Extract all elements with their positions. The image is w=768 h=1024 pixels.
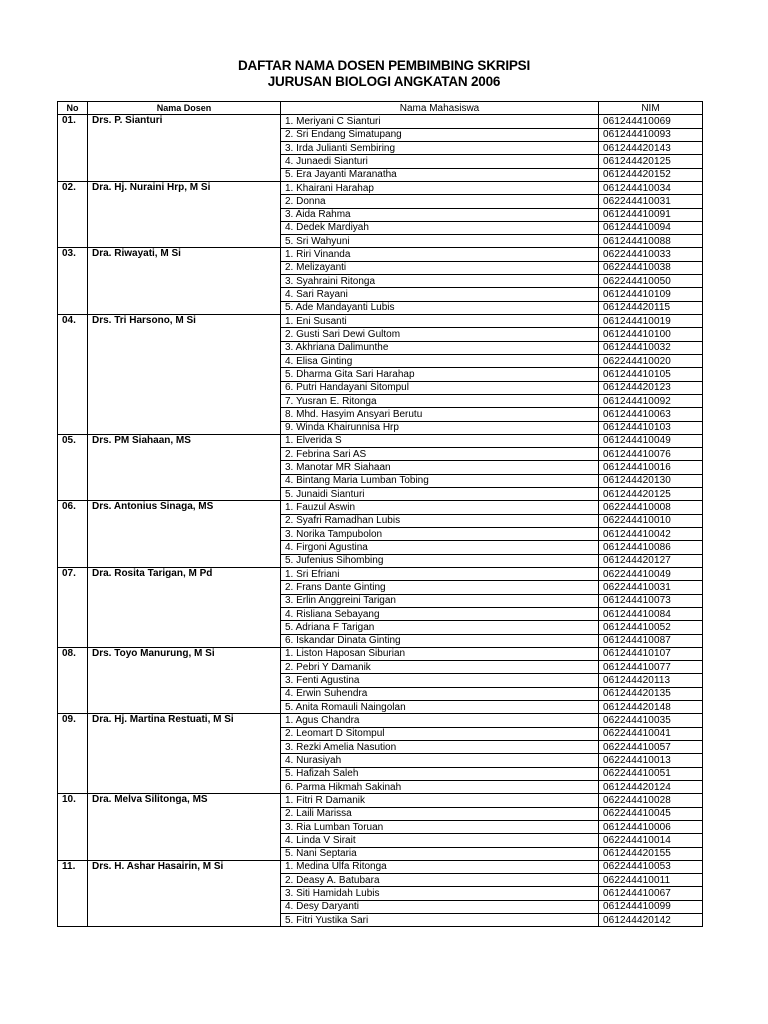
student-nim: 061244420127 [599, 554, 703, 567]
student-name: 5. Dharma Gita Sari Harahap [281, 368, 599, 381]
student-nim: 061244420125 [599, 488, 703, 501]
header-no: No [58, 102, 88, 115]
student-name: 2. Pebri Y Damanik [281, 661, 599, 674]
student-nim: 061244410049 [599, 434, 703, 447]
student-nim: 062244410028 [599, 794, 703, 807]
student-name: 4. Erwin Suhendra [281, 687, 599, 700]
supervisor-name: Drs. PM Siahaan, MS [88, 434, 281, 501]
student-nim: 061244420123 [599, 381, 703, 394]
student-nim: 061244420155 [599, 847, 703, 860]
table-row [58, 315, 703, 328]
student-nim: 062244410013 [599, 754, 703, 767]
supervisor-name: Drs. Toyo Manurung, M Si [88, 647, 281, 714]
student-nim: 061244410094 [599, 221, 703, 234]
student-name: 1. Elverida S [281, 434, 599, 447]
group-number: 07. [58, 567, 88, 647]
student-nim: 062244410053 [599, 860, 703, 873]
supervisor-name: Dra. Hj. Martina Restuati, M Si [88, 714, 281, 794]
supervisor-table [57, 101, 703, 927]
student-name: 1. Fauzul Aswin [281, 501, 599, 514]
student-name: 2. Laili Marissa [281, 807, 599, 820]
student-nim: 061244410093 [599, 128, 703, 141]
student-nim: 061244410067 [599, 887, 703, 900]
student-nim: 061244420113 [599, 674, 703, 687]
student-name: 5. Adriana F Tarigan [281, 621, 599, 634]
student-name: 5. Era Jayanti Maranatha [281, 168, 599, 181]
student-nim: 061244410076 [599, 448, 703, 461]
student-name: 1. Medina Ulfa Ritonga [281, 860, 599, 873]
student-name: 4. Dedek Mardiyah [281, 221, 599, 234]
student-nim: 061244410105 [599, 368, 703, 381]
student-nim: 061244410034 [599, 181, 703, 194]
student-nim: 062244410038 [599, 261, 703, 274]
table-row [58, 434, 703, 447]
table-row [58, 714, 703, 727]
student-name: 1. Khairani Harahap [281, 181, 599, 194]
student-name: 1. Sri Efriani [281, 567, 599, 580]
student-name: 3. Akhriana Dalimunthe [281, 341, 599, 354]
student-name: 3. Ria Lumban Toruan [281, 820, 599, 833]
supervisor-name: Drs. Tri Harsono, M Si [88, 315, 281, 435]
student-nim: 062244410049 [599, 567, 703, 580]
supervisor-name: Drs. H. Ashar Hasairin, M Si [88, 860, 281, 927]
student-name: 2. Frans Dante Ginting [281, 581, 599, 594]
student-nim: 061244420142 [599, 914, 703, 927]
student-nim: 061244410109 [599, 288, 703, 301]
student-name: 2. Deasy A. Batubara [281, 874, 599, 887]
student-nim: 061244410042 [599, 528, 703, 541]
group-number: 08. [58, 647, 88, 714]
student-nim: 062244410041 [599, 727, 703, 740]
student-name: 3. Fenti Agustina [281, 674, 599, 687]
student-nim: 061244420115 [599, 301, 703, 314]
student-name: 2. Sri Endang Simatupang [281, 128, 599, 141]
student-name: 4. Desy Daryanti [281, 900, 599, 913]
student-nim: 061244410077 [599, 661, 703, 674]
student-nim: 062244410050 [599, 275, 703, 288]
student-name: 1. Fitri R Damanik [281, 794, 599, 807]
student-nim: 061244410032 [599, 341, 703, 354]
student-name: 2. Leomart D Sitompul [281, 727, 599, 740]
student-nim: 062244410008 [599, 501, 703, 514]
table-row [58, 567, 703, 580]
supervisor-name: Drs. Antonius Sinaga, MS [88, 501, 281, 568]
student-name: 2. Gusti Sari Dewi Gultom [281, 328, 599, 341]
student-nim: 061244410088 [599, 235, 703, 248]
student-nim: 061244420135 [599, 687, 703, 700]
student-name: 1. Meriyani C Sianturi [281, 115, 599, 128]
student-name: 3. Irda Julianti Sembiring [281, 141, 599, 154]
group-number: 10. [58, 794, 88, 861]
student-name: 1. Riri Vinanda [281, 248, 599, 261]
student-nim: 062244410033 [599, 248, 703, 261]
table-header-row [58, 102, 703, 115]
table-row [58, 860, 703, 873]
group-number: 01. [58, 115, 88, 182]
student-nim: 061244410052 [599, 621, 703, 634]
student-nim: 061244410100 [599, 328, 703, 341]
student-nim: 062244410051 [599, 767, 703, 780]
student-name: 3. Rezki Amelia Nasution [281, 741, 599, 754]
student-nim: 061244410107 [599, 647, 703, 660]
student-nim: 061244420130 [599, 474, 703, 487]
student-nim: 061244420148 [599, 701, 703, 714]
student-nim: 062244410057 [599, 741, 703, 754]
student-name: 4. Sari Rayani [281, 288, 599, 301]
table-row [58, 115, 703, 128]
student-name: 4. Firgoni Agustina [281, 541, 599, 554]
student-nim: 061244410087 [599, 634, 703, 647]
student-name: 2. Donna [281, 195, 599, 208]
supervisor-name: Dra. Rosita Tarigan, M Pd [88, 567, 281, 647]
student-nim: 061244420143 [599, 141, 703, 154]
student-nim: 061244410086 [599, 541, 703, 554]
student-nim: 062244410020 [599, 354, 703, 367]
student-nim: 062244410045 [599, 807, 703, 820]
student-name: 4. Elisa Ginting [281, 354, 599, 367]
student-name: 3. Manotar MR Siahaan [281, 461, 599, 474]
student-nim: 062244410035 [599, 714, 703, 727]
student-nim: 062244410031 [599, 581, 703, 594]
group-number: 03. [58, 248, 88, 315]
supervisor-name: Dra. Hj. Nuraini Hrp, M Si [88, 181, 281, 248]
student-name: 8. Mhd. Hasyim Ansyari Berutu [281, 408, 599, 421]
student-name: 5. Junaidi Sianturi [281, 488, 599, 501]
student-name: 5. Ade Mandayanti Lubis [281, 301, 599, 314]
group-number: 06. [58, 501, 88, 568]
student-name: 2. Melizayanti [281, 261, 599, 274]
student-nim: 061244420125 [599, 155, 703, 168]
group-number: 11. [58, 860, 88, 927]
student-name: 3. Aida Rahma [281, 208, 599, 221]
student-nim: 061244420124 [599, 780, 703, 793]
student-name: 5. Sri Wahyuni [281, 235, 599, 248]
group-number: 09. [58, 714, 88, 794]
student-name: 4. Junaedi Sianturi [281, 155, 599, 168]
student-name: 6. Iskandar Dinata Ginting [281, 634, 599, 647]
student-name: 2. Febrina Sari AS [281, 448, 599, 461]
student-name: 4. Risliana Sebayang [281, 607, 599, 620]
student-name: 1. Eni Susanti [281, 315, 599, 328]
document-subtitle: JURUSAN BIOLOGI ANGKATAN 2006 [267, 74, 501, 89]
student-name: 3. Siti Hamidah Lubis [281, 887, 599, 900]
student-nim: 061244410099 [599, 900, 703, 913]
student-nim: 062244410031 [599, 195, 703, 208]
student-name: 2. Syafri Ramadhan Lubis [281, 514, 599, 527]
student-name: 6. Parma Hikmah Sakinah [281, 780, 599, 793]
student-name: 4. Nurasiyah [281, 754, 599, 767]
student-nim: 061244410006 [599, 820, 703, 833]
table-row [58, 181, 703, 194]
table-row [58, 794, 703, 807]
header-nim: NIM [599, 102, 703, 115]
table-body [58, 115, 703, 927]
student-name: 5. Hafizah Saleh [281, 767, 599, 780]
student-nim: 061244410103 [599, 421, 703, 434]
student-name: 6. Putri Handayani Sitompul [281, 381, 599, 394]
table-row [58, 501, 703, 514]
student-name: 5. Fitri Yustika Sari [281, 914, 599, 927]
supervisor-name: Dra. Melva Silitonga, MS [88, 794, 281, 861]
student-name: 4. Linda V Sirait [281, 834, 599, 847]
student-nim: 061244410092 [599, 394, 703, 407]
student-nim: 061244410069 [599, 115, 703, 128]
supervisor-name: Drs. P. Sianturi [88, 115, 281, 182]
student-nim: 061244410019 [599, 315, 703, 328]
student-nim: 062244410014 [599, 834, 703, 847]
student-name: 9. Winda Khairunnisa Hrp [281, 421, 599, 434]
student-nim: 062244410010 [599, 514, 703, 527]
header-nama-mahasiswa: Nama Mahasiswa [281, 102, 599, 115]
supervisor-name: Dra. Riwayati, M Si [88, 248, 281, 315]
student-name: 7. Yusran E. Ritonga [281, 394, 599, 407]
student-name: 5. Anita Romauli Naingolan [281, 701, 599, 714]
student-nim: 061244420152 [599, 168, 703, 181]
student-name: 5. Jufenius Sihombing [281, 554, 599, 567]
student-nim: 061244410091 [599, 208, 703, 221]
student-name: 1. Liston Haposan Siburian [281, 647, 599, 660]
student-nim: 061244410084 [599, 607, 703, 620]
student-nim: 061244410016 [599, 461, 703, 474]
student-name: 3. Syahraini Ritonga [281, 275, 599, 288]
student-name: 4. Bintang Maria Lumban Tobing [281, 474, 599, 487]
student-name: 3. Norika Tampubolon [281, 528, 599, 541]
table-row [58, 248, 703, 261]
group-number: 02. [58, 181, 88, 248]
student-name: 1. Agus Chandra [281, 714, 599, 727]
document-title: DAFTAR NAMA DOSEN PEMBIMBING SKRIPSI [237, 58, 531, 73]
student-name: 5. Nani Septaria [281, 847, 599, 860]
student-nim: 062244410011 [599, 874, 703, 887]
header-nama-dosen: Nama Dosen [88, 102, 281, 115]
group-number: 04. [58, 315, 88, 435]
group-number: 05. [58, 434, 88, 501]
student-nim: 061244410063 [599, 408, 703, 421]
student-name: 3. Erlin Anggreini Tarigan [281, 594, 599, 607]
table-row [58, 647, 703, 660]
student-nim: 061244410073 [599, 594, 703, 607]
